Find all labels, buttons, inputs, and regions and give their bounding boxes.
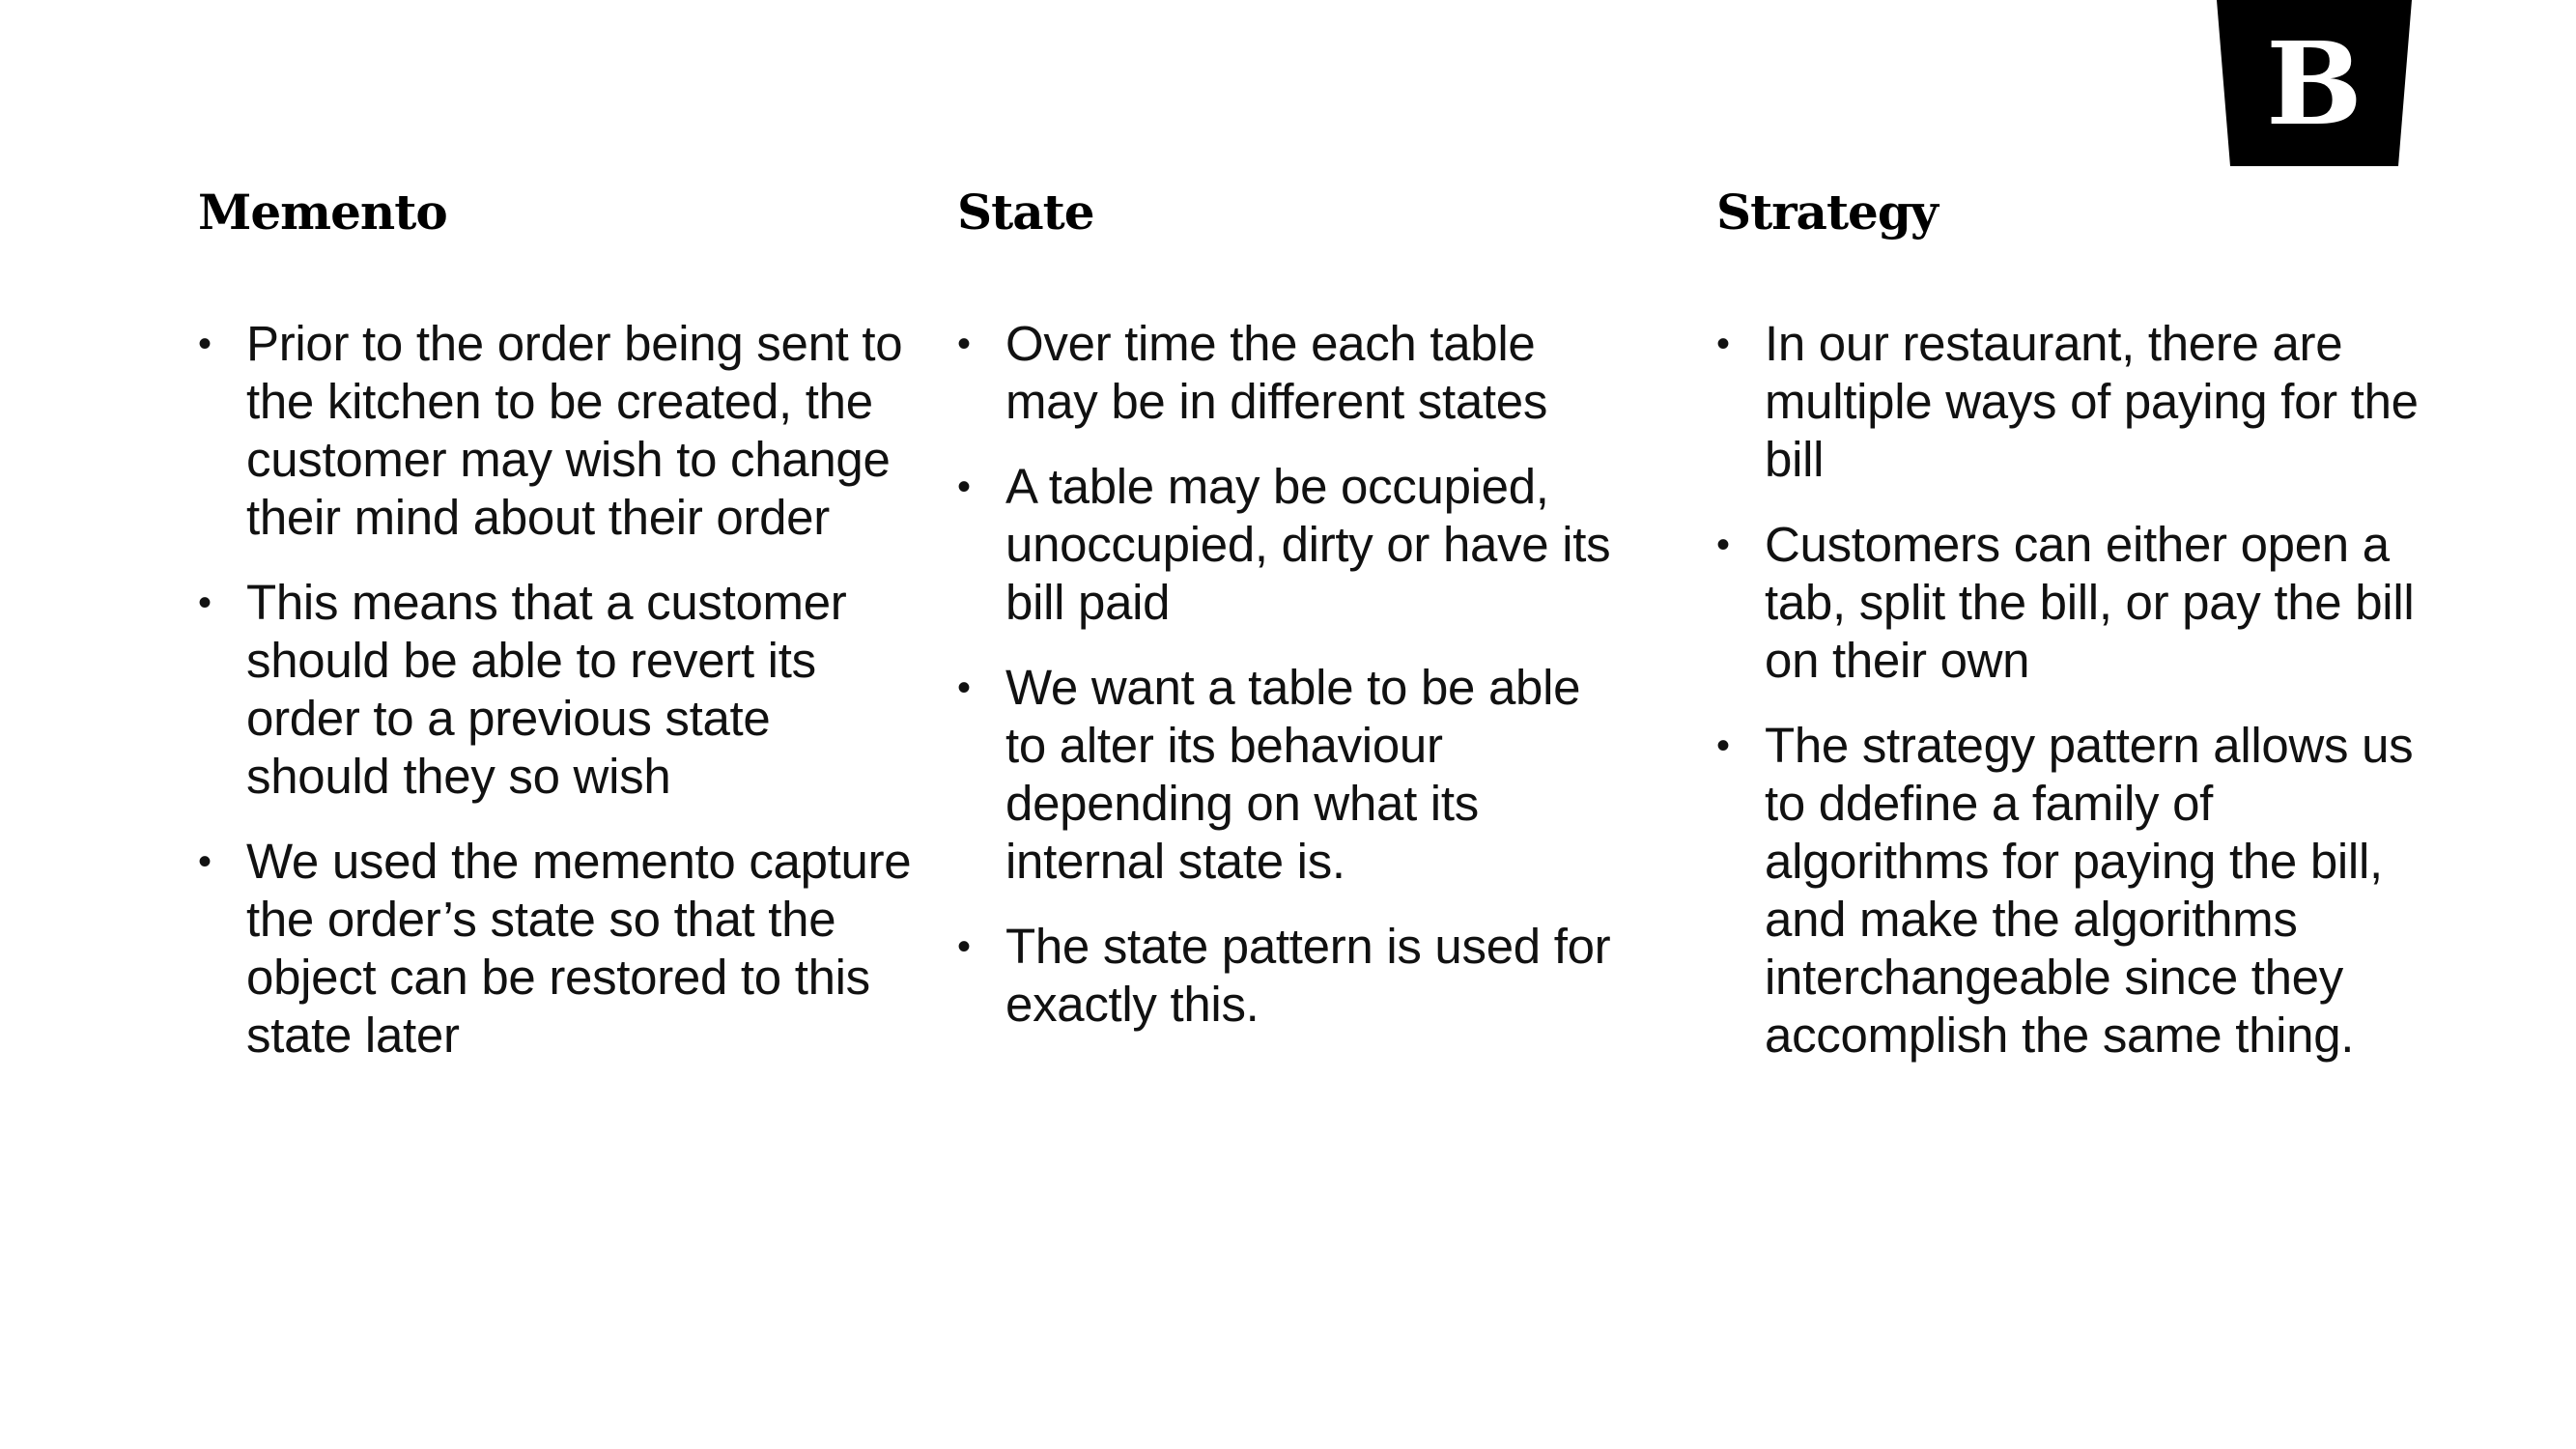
bullet-text: A table may be occupied, unoccupied, dirty or have its bill paid bbox=[1005, 459, 1611, 630]
list-item bbox=[1716, 717, 2431, 1065]
logo-letter: B bbox=[2266, 16, 2363, 151]
bullet-text: The strategy pattern allows us to ddefine a family of algorithms for paying the bill, and make the algorithms interchangeable since they accomplish the same thing. bbox=[1765, 718, 2414, 1063]
list-item bbox=[957, 458, 1633, 632]
bullet-text: Over time the each table may be in different states bbox=[1005, 316, 1548, 429]
column-state bbox=[957, 184, 1633, 1061]
bullet-icon: • bbox=[957, 667, 971, 709]
list-item bbox=[198, 315, 913, 547]
brand-logo bbox=[2217, 0, 2412, 166]
list-item bbox=[957, 918, 1633, 1034]
bullet-icon: • bbox=[957, 466, 971, 508]
list-item bbox=[198, 574, 913, 806]
bullet-icon: • bbox=[957, 323, 971, 365]
list-item bbox=[198, 833, 913, 1065]
memento-heading: Memento bbox=[198, 184, 447, 241]
bullet-text: We want a table to be able to alter its behaviour depending on what its internal state is. bbox=[1005, 660, 1581, 889]
list-item bbox=[957, 315, 1633, 431]
list-item bbox=[957, 659, 1633, 891]
bullet-text: In our restaurant, there are multiple ways of paying for the bill bbox=[1765, 316, 2419, 487]
column-strategy bbox=[1716, 184, 2431, 1092]
strategy-heading: Strategy bbox=[1716, 184, 1938, 241]
list-item bbox=[1716, 516, 2431, 690]
list-item bbox=[1716, 315, 2431, 489]
state-heading: State bbox=[957, 184, 1094, 241]
bullet-text: The state pattern is used for exactly this. bbox=[1005, 919, 1611, 1032]
bullet-icon: • bbox=[198, 840, 212, 883]
bullet-text: Prior to the order being sent to the kitchen to be created, the customer may wish to change their mind about their order bbox=[246, 316, 903, 545]
bullet-icon: • bbox=[198, 582, 212, 624]
bullet-icon: • bbox=[1716, 323, 1730, 365]
logo-badge-shape bbox=[2217, 0, 2412, 166]
bullet-icon: • bbox=[1716, 524, 1730, 566]
bullet-text: This means that a customer should be able to revert its order to a previous state should they so wish bbox=[246, 575, 847, 804]
column-memento bbox=[198, 184, 913, 1092]
bullet-text: Customers can either open a tab, split the bill, or pay the bill on their own bbox=[1765, 517, 2415, 688]
memento-bullet-list bbox=[198, 315, 913, 1065]
state-bullet-list bbox=[957, 315, 1633, 1034]
bullet-icon: • bbox=[1716, 724, 1730, 767]
strategy-bullet-list bbox=[1716, 315, 2431, 1065]
bullet-text: We used the memento capture the order’s state so that the object can be restored to this state later bbox=[246, 834, 912, 1063]
bullet-icon: • bbox=[198, 323, 212, 365]
bullet-icon: • bbox=[957, 925, 971, 968]
